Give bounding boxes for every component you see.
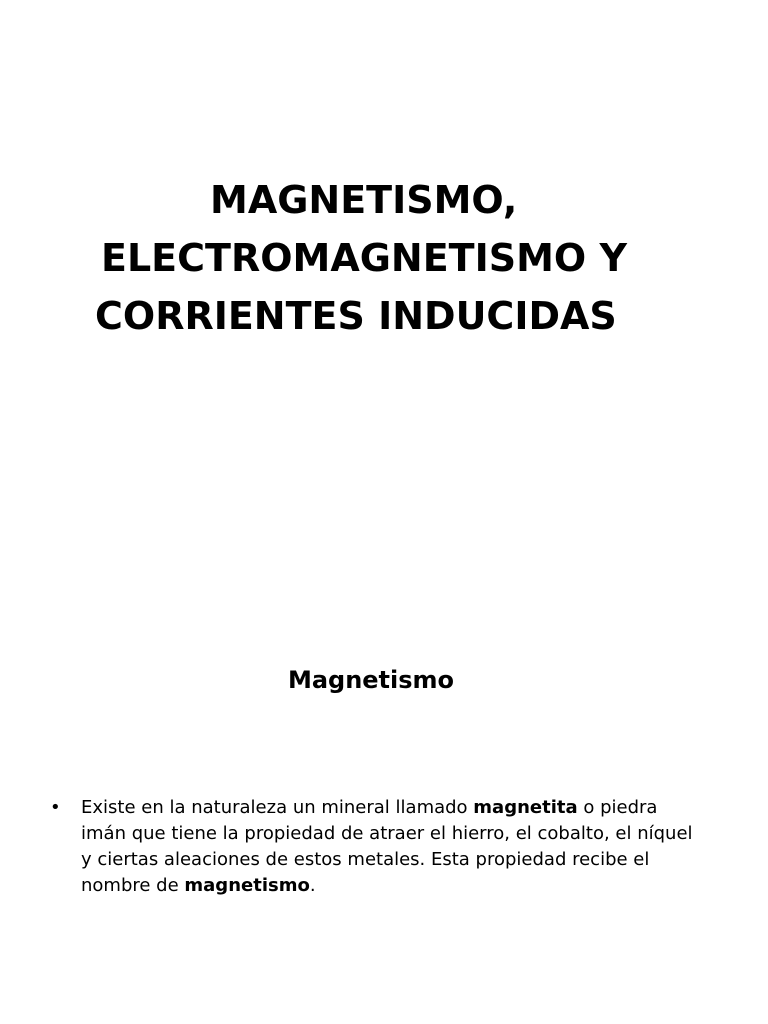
bold-term-magnetita: magnetita	[473, 797, 578, 818]
bullet-text-part-3: .	[309, 875, 316, 896]
title-line-2: ELECTROMAGNETISMO Y	[101, 236, 627, 280]
title-line-3: CORRIENTES INDUCIDAS	[95, 294, 617, 338]
bullet-text-part-1: Existe en la naturaleza un mineral llamado	[81, 797, 474, 818]
bullet-paragraph	[81, 795, 706, 899]
bold-term-magnetismo: magnetismo	[184, 875, 310, 896]
bullet-text-part-2: o piedra imán que tiene la propiedad de atraer el hierro, el cobalto, el níquel y ciertas aleaciones de estos metales. Esta propiedad recibe el nombre de	[81, 797, 693, 896]
title-line-1: MAGNETISMO,	[210, 178, 518, 222]
bullet-item	[50, 795, 710, 899]
section-heading: Magnetismo	[287, 666, 455, 694]
bullet-marker: •	[50, 797, 61, 818]
